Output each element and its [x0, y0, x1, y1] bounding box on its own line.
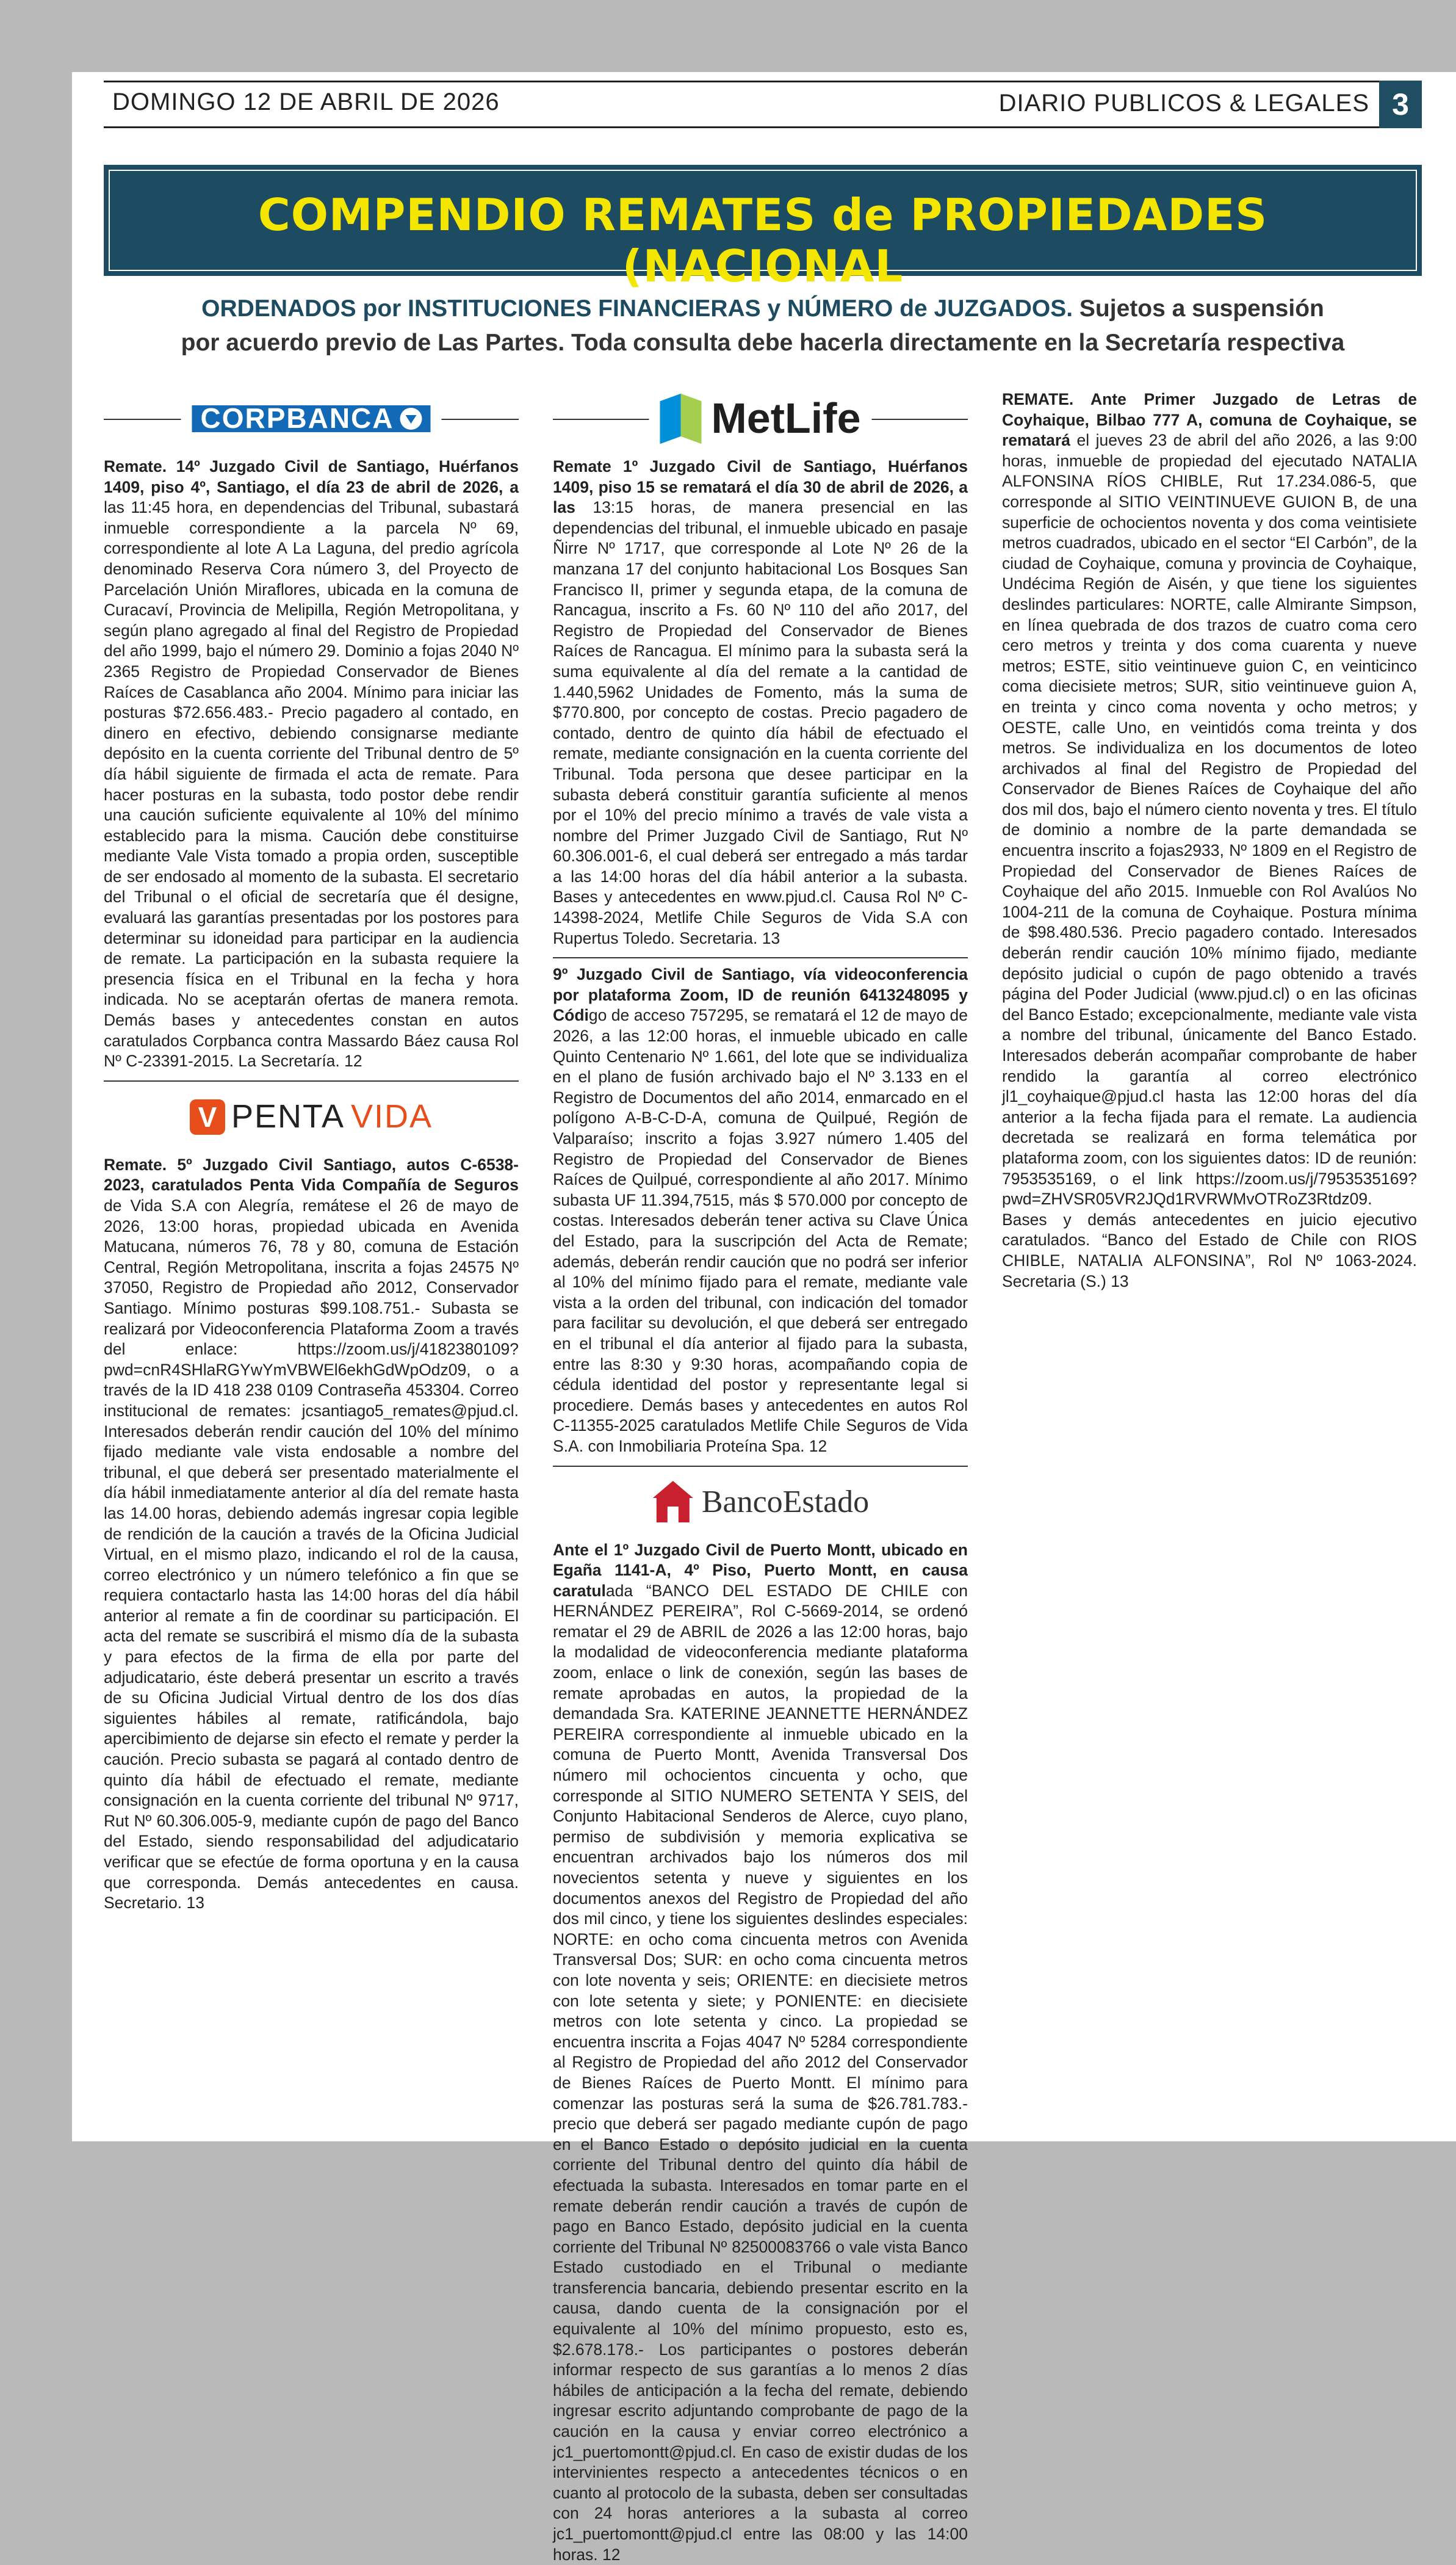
subtitle-rest: Sujetos a suspensión	[1073, 295, 1324, 322]
banner-title: COMPENDIO REMATES de PROPIEDADES (NACIONAL	[110, 189, 1416, 292]
notice-lead: REMATE. Ante Primer Juzgado de Letras de Coyhaique, Bilbao 777 A, comuna de Coyhaique, se rematará	[1002, 390, 1417, 449]
notice-body: de Vida S.A con Alegría, remátese el 26 de mayo de 2026, 13:00 horas, propiedad ubicada en Avenida Matucana, números 76, 78 y 80, comuna de Estación Central, Región Metropolitana, inscrita a fojas 24575 Nº 37050, Registro de Propiedad año 2012, Conservador Santiago. Mínimo posturas $99.108.751.- Subasta se realizará por Videoconferencia Plataforma Zoom a través del enlace: https://zoom.us/j/4182380109?pwd=cnR4SHlaRGYwYmVBWEl6ekhGdWpOdz09, o a través de la ID 418 238 0109 Contraseña 453304. Correo institucional de remates: jcsantiago5_remates@pjud.cl. Interesados deberán rendir caución del 10% del mínimo fijado mediante vale vista endosable a nombre del tribunal, el que deberá ser presentado materialmente el día hábil inmediatamente anterior al día del remate hasta las 14.00 horas, debiendo además ingresar copia legible de rendición de la caución a través de la Oficina Judicial Virtual, en el mismo plazo, indicando el rol de la causa, correo electrónico y un número telefónico a fin que se requiera contactarlo hasta las 14:00 horas del día hábil anterior al remate a fin de coordinar su participación. El acta del remate se suscribirá el mismo día de la subasta y para efectos de la firma de ella por parte del adjudicatario, éste deberá presentar un escrito a través de su Oficina Judicial Virtual dentro de los dos días siguientes hábiles al remate, ratificándola, bajo apercibimiento de dejarse sin efecto el remate y perder la caución. Precio subasta se pagará al contado dentro de quinto día hábil de efectuado el remate, mediante consignación en la cuenta corriente del tribunal Nº 9717, Rut Nº 60.306.005-9, mediante cupón de pago del Banco del Estado, siendo responsabilidad del adjudicatario verificar que se efectúe de forma oportuna y en la causa que corresponda. Demás antecedentes en causa. Secretario. 13	[104, 1196, 519, 1912]
pentavida-text-1: PENTA	[231, 1107, 345, 1127]
notice-lead: Remate 1º Juzgado Civil de Santiago, Huérfanos 1409, piso 15 se rematará el día 30 de abril de 2026, a las	[553, 457, 968, 516]
pentavida-logo	[179, 1094, 444, 1140]
bancoestado-house-icon	[652, 1481, 694, 1524]
title-banner-frame	[109, 170, 1417, 271]
logo-row-bancoestado	[553, 1473, 968, 1532]
notice-lead: Ante el 1º Juzgado Civil de Puerto Montt, ubicado en Egaña 1141-A, 4º Piso, Puerto Montt, en causa caratul	[553, 1541, 968, 1600]
subtitle	[104, 292, 1422, 360]
notice-bancoestado-2	[1002, 389, 1417, 1292]
logo-row-corpbanca	[104, 389, 519, 448]
notice-pentavida	[104, 1155, 519, 1914]
logo-row-pentavida	[104, 1088, 519, 1146]
notice-corpbanca	[104, 457, 519, 1072]
notice-bancoestado-1	[553, 1540, 968, 2565]
column-1	[104, 389, 519, 1914]
pentavida-mark-icon: V	[190, 1099, 225, 1135]
divider	[104, 1080, 519, 1082]
issue-date: DOMINGO 12 DE ABRIL DE 2026	[112, 89, 500, 116]
metlife-text: MetLife	[712, 408, 861, 429]
subtitle-highlight: ORDENADOS por INSTITUCIONES FINANCIERAS y NÚMERO de JUZGADOS.	[201, 295, 1073, 322]
bancoestado-wordmark	[652, 1481, 869, 1524]
subtitle-line2: por acuerdo previo de Las Partes. Toda consulta debe hacerla directamente en la Secretaría respectiva	[181, 330, 1345, 356]
notice-metlife-2	[553, 964, 968, 1456]
notice-body: go de acceso 757295, se rematará el 12 de mayo de 2026, a las 12:00 horas, el inmueble ubicado en calle Quinto Centenario Nº 1.661, del lote que se individualiza en el plano de fusión archivado bajo el Nº 3.133 en el Registro de Documentos del año 2014, enmarcado en el polígono A-B-C-D-A, comuna de Quilpué, Región de Valparaíso; inscrito a fojas 3.927 número 1.405 del Registro de Propiedad del Conservador de Bienes Raíces de Quilpué, correspondiente al año 2017. Mínimo subasta UF 11.394,7515, más $ 570.000 por concepto de costas. Interesados deberán tener activa su Clave Única del Estado, para la suscripción del Acta de Remate; además, deberán rendir caución que no podrá ser inferior al 10% del mínimo fijado para el remate, mediante vale vista a la orden del tribunal, con indicación del tomador para facilitar su devolución, el que deberá ser entregado en el tribunal el día anterior al fijado para la subasta, entre las 8:30 y 9:30 horas, acompañando copia de cédula identidad del postor y representante legal si procediere. Demás bases y antecedentes en autos Rol C-11355-2025 caratulados Metlife Chile Seguros de Vida S.A. con Inmobiliaria Proteína Spa. 12	[553, 1006, 968, 1455]
metlife-logo	[649, 396, 872, 442]
newspaper-page	[72, 72, 1456, 2141]
notice-body: ada “BANCO DEL ESTADO DE CHILE con HERNÁNDEZ PEREIRA”, Rol C-5669-2014, se ordenó rematar el 29 de ABRIL de 2026 a las 12:00 horas, bajo la modalidad de videoconferencia mediante plataforma zoom, enlace o link de conexión, según las bases de remate aprobadas en autos, la propiedad de la demandada Sra. KATERINE JEANNETTE HERNÁNDEZ PEREIRA correspondiente al inmueble ubicado en la comuna de Puerto Montt, Avenida Transversal Dos número mil ochocientos cincuenta y ocho, que corresponde al SITIO NUMERO SETENTA Y SEIS, del Conjunto Habitacional Senderos de Alerce, cuyo plano, permiso de subdivisión y memoria explicativa se encuentran archivados bajo los números dos mil novecientos setenta y nueve y siguientes en los documentos anexos del Registro de Propiedad del año dos mil cinco, y tiene los siguientes deslindes especiales: NORTE: en ocho coma cincuenta metros con Avenida Transversal Dos; SUR: en ocho coma cincuenta metros con lote noventa y seis; ORIENTE: en diecisiete metros con lote setenta y siete; y PONIENTE: en diecisiete metros con lote setenta y cinco. La propiedad se encuentra inscrita a Fojas 4047 Nº 5284 correspondiente al Registro de Propiedad del año 2012 del Conservador de Bienes Raíces de Puerto Montt. El mínimo para comenzar las posturas será la suma de $26.781.783.- precio que deberá ser pagado mediante cupón de pago en el Banco Estado o depósito judicial en la cuenta corriente del Tribunal dentro del quinto día hábil de efectuada la subasta. Interesados en tomar parte en el remate deberán rendir caución a través de cupón de pago en Banco Estado, depósito judicial en la cuenta corriente del Tribunal Nº 82500083766 o vale vista Banco Estado custodiado en el Tribunal o mediante transferencia bancaria, debiendo presentar escrito en la causa, dando cuenta de la consignación por el equivalente al 10% del mínimo propuesto, esto es, $2.678.178.- Los participantes o postores deberán informar respecto de sus garantías a lo menos 2 días hábiles de anticipación a la fecha del remate, debiendo ingresar escrito adjuntando comprobante de pago de la caución en la causa y enviar correo electrónico a jc1_puertomontt@pjud.cl. En caso de existir dudas de los intervinientes respecto a antecedentes técnicos o en cuanto al protocolo de la subasta, deben ser consultadas con 24 horas anteriores a la subasta al correo jc1_puertomontt@pjud.cl entre las 08:00 y las 14:00 horas. 12	[553, 1582, 968, 2564]
logo-row-metlife	[553, 389, 968, 448]
corpbanca-logo	[181, 396, 442, 442]
corpbanca-emblem-icon	[400, 408, 422, 430]
metlife-mark-icon	[660, 397, 703, 440]
notice-metlife-1	[553, 457, 968, 949]
divider	[553, 957, 968, 958]
pentavida-text-2: VIDA	[351, 1107, 433, 1127]
metlife-wordmark	[660, 397, 861, 440]
column-2	[553, 389, 968, 2565]
title-banner	[104, 165, 1422, 276]
bancoestado-logo	[641, 1479, 880, 1525]
notice-lead: Remate. 5º Juzgado Civil Santiago, autos C-6538-2023, caratulados Penta Vida Compañía de Seguros	[104, 1156, 519, 1195]
page-number: 3	[1379, 81, 1422, 128]
notice-lead: 9º Juzgado Civil de Santiago, vía videoconferencia por plataforma Zoom, ID de reunión 6413248095 y Códi	[553, 965, 968, 1024]
corpbanca-wordmark	[192, 405, 431, 432]
column-3	[1002, 389, 1417, 1292]
divider	[553, 1466, 968, 1467]
corpbanca-text: CORPBANCA	[201, 408, 394, 429]
notice-lead: Remate. 14º Juzgado Civil de Santiago, Huérfanos 1409, piso 4º, Santiago, el día 23 de abril de 2026, a	[104, 457, 519, 496]
notice-body: 13:15 horas, de manera presencial en las dependencias del tribunal, el inmueble ubicado en pasaje Ñirre Nº 1717, que corresponde al Lote Nº 26 de la manzana 17 del conjunto habitacional Los Bosques San Francisco II, primer y segunda etapa, de la comuna de Rancagua, inscrito a Fs. 60 Nº 110 del año 2017, del Registro de Propiedad del Conservador de Bienes Raíces de Rancagua. El mínimo para la subasta será la suma equivalente al día del remate a la cantidad de 1.440,5962 Unidades de Fomento, más la suma de $770.800, por concepto de costas. Precio pagadero de contado, dentro de quinto día hábil de efectuado el remate, mediante consignación en la cuenta corriente del Tribunal. Toda persona que desee participar en la subasta deberá constituir garantía suficiente al menos por el 10% del precio mínimo a través de vale vista a nombre del Primer Juzgado Civil de Santiago, Rut Nº 60.306.001-6, el cual deberá ser entregado a más tardar a las 14:00 horas del día hábil anterior a la subasta. Bases y antecedentes en www.pjud.cl. Causa Rol Nº C-14398-2024, Metlife Chile Seguros de Vida S.A con Rupertus Toledo. Secretaria. 13	[553, 498, 968, 947]
page-header	[104, 81, 1422, 128]
notice-body: las 11:45 hora, en dependencias del Tribunal, subastará inmueble correspondiente a la parcela Nº 69, correspondiente al lote A La Laguna, del predio agrícola denominado Reserva Cora número 3, del Proyecto de Parcelación Unión Miraflores, ubicada en la comuna de Curacaví, Provincia de Melipilla, Región Metropolitana, y según plano agregado al final del Registro de Propiedad del año 1999, bajo el número 29. Dominio a fojas 2040 Nº 2365 Registro de Propiedad Conservador de Bienes Raíces de Casablanca año 2004. Mínimo para iniciar las posturas $72.656.483.- Precio pagadero al contado, en dinero en efectivo, debiendo consignarse mediante depósito en la cuenta corriente del Tribunal dentro de 5º día hábil siguiente de firmada el acta de remate. Para hacer posturas en la subasta, todo postor debe rendir una caución suficiente equivalente al 10% del mínimo establecido para la misma. Caución debe constituirse mediante Vale Vista tomado a propia orden, susceptible de ser endosado al momento de la subasta. El secretario del Tribunal o el oficial de secretaría que él designe, evaluará las garantías presentadas por los postores para determinar su idoneidad para participar en la audiencia de remate. La participación en la subasta requiere la presencia física en el Tribunal en la fecha y hora indicada. No se aceptarán ofertas de manera remota. Demás bases y antecedentes constan en autos caratulados Corpbanca contra Massardo Báez causa Rol Nº C-23391-2015. La Secretaría. 12	[104, 498, 519, 1070]
pentavida-wordmark	[190, 1099, 433, 1135]
bancoestado-text: BancoEstado	[702, 1492, 869, 1513]
newspaper-name: DIARIO PUBLICOS & LEGALES	[999, 90, 1369, 117]
notice-body: el jueves 23 de abril del año 2026, a las 9:00 horas, inmueble de propiedad del ejecutado NATALIA ALFONSINA RÍOS CHIBLE, Rut 17.234.086-5, que corresponde al SITIO VEINTINUEVE GUION B, de una superficie de ochocientos noventa y dos coma veintisiete metros cuadrados, ubicado en el sector “El Carbón”, de la ciudad de Coyhaique, comuna y provincia de Coyhaique, Undécima Región de Aisén, y que tiene los siguientes deslindes particulares: NORTE, calle Almirante Simpson, en línea quebrada de dos trazos de cuatro coma cero cero metros y treinta y dos coma cuarenta y nueve metros; ESTE, sitio veintinueve guion C, en veinticinco coma diecisiete metros; SUR, sitio veintinueve guion A, en treinta y cinco coma noventa y ocho metros; y OESTE, calle Uno, en veintidós coma treinta y dos metros. Se individualiza en los documentos de loteo archivados al final del Registro de Propiedad del Conservador de Bienes Raíces de Coyhaique del año dos mil dos, bajo el número ciento noventa y tres. El título de dominio a nombre de la parte demandada se encuentra inscrito a fojas2933, Nº 1809 en el Registro de Propiedad del Conservador de Bienes Raíces de Coyhaique del año 2015. Inmueble con Rol Avalúos No 1004-211 de la comuna de Coyhaique. Postura mínima de $98.480.536. Precio pagadero contado. Interesados deberán rendir caución 10% mínimo fijado, mediante depósito judicial o cupón de pago obtenido a través página del Poder Judicial (www.pjud.cl) o en las oficinas del Banco Estado; excepcionalmente, mediante vale vista a nombre del tribunal, únicamente del Banco Estado. Interesados deberán acompañar comprobante de haber rendido la garantía al correo electrónico jl1_coyhaique@pjud.cl hasta las 12:00 horas del día anterior a la fecha fijada para el remate. La audiencia decretada se realizará en forma telemática por plataforma zoom, con los siguientes datos: ID de reunión: 7953535169, o el link https://zoom.us/j/7953535169?pwd=ZHVSR05VR2JQd1RVRWMvOTRoZ3Rtdz09. Bases y demás antecedentes en juicio ejecutivo caratulados. “Banco del Estado de Chile con RIOS CHIBLE, NATALIA ALFONSINA”, Rol Nº 1063-2024. Secretaria (S.) 13	[1002, 431, 1417, 1290]
